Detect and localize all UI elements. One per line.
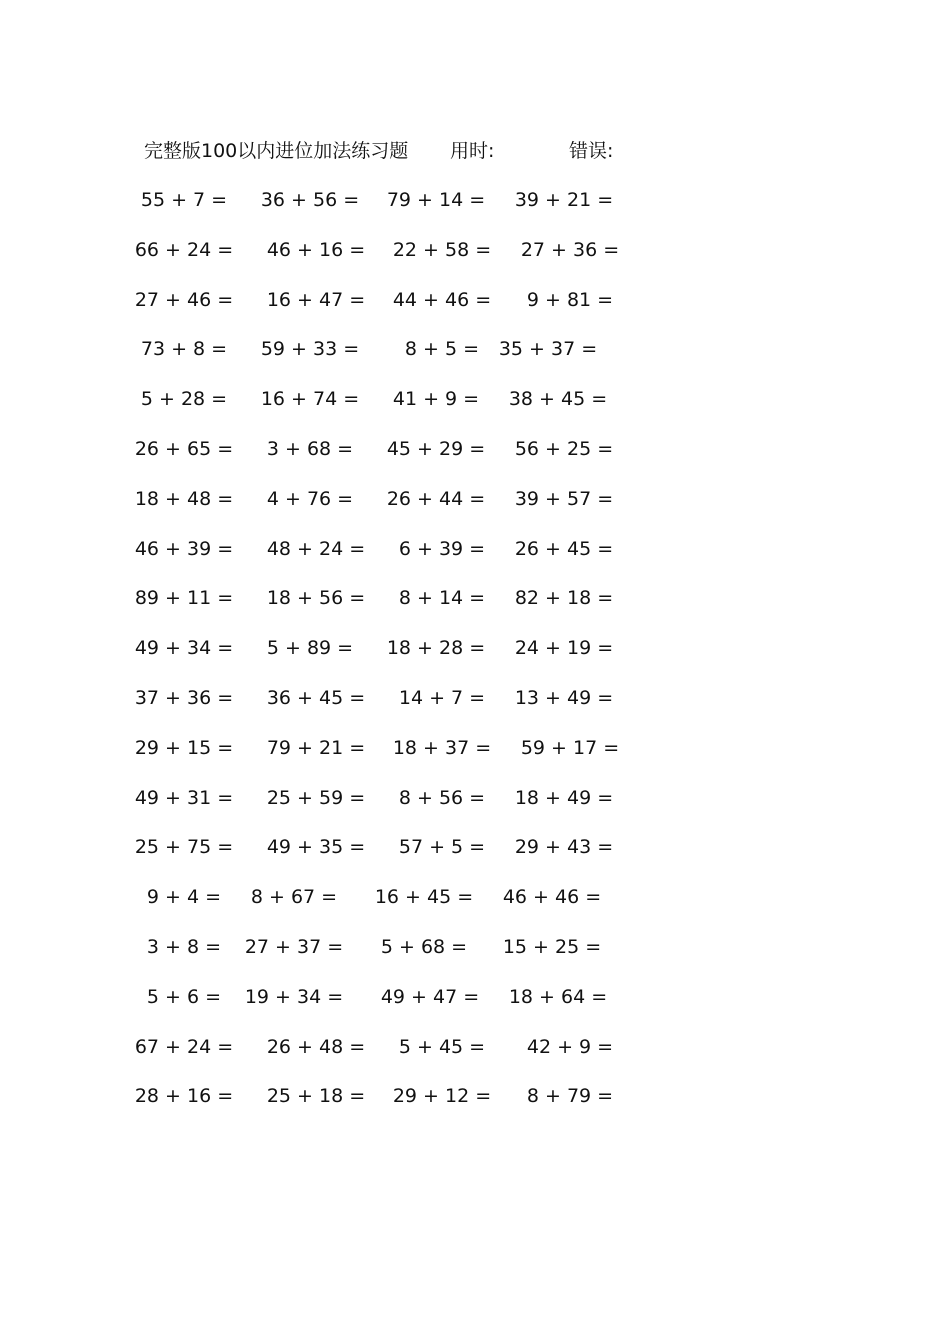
problem-row [0, 634, 950, 684]
problem-item: 5 + 6 = [146, 985, 222, 1008]
problem-row [0, 485, 950, 535]
problem-row [0, 435, 950, 485]
problem-item: 57 + 5 = [398, 836, 486, 859]
problem-item: 79 + 14 = [386, 189, 486, 211]
problem-item: 49 + 31 = [134, 786, 234, 809]
worksheet-header [144, 137, 664, 165]
problem-item: 5 + 28 = [140, 388, 228, 411]
problem-item: 39 + 21 = [514, 189, 614, 211]
problem-item: 55 + 7 = [140, 189, 228, 211]
problem-item: 49 + 35 = [266, 836, 366, 859]
problem-item: 29 + 15 = [134, 736, 234, 759]
problem-item: 66 + 24 = [134, 238, 234, 261]
worksheet-title: 完整版100以内进位加法练习题 [144, 140, 409, 162]
problem-row [0, 186, 950, 236]
problem-item: 24 + 19 = [514, 637, 614, 660]
problem-row [0, 535, 950, 585]
problem-item: 48 + 24 = [266, 537, 366, 560]
problem-item: 89 + 11 = [134, 587, 234, 610]
problem-item: 6 + 39 = [398, 537, 486, 560]
problem-item: 73 + 8 = [140, 338, 228, 361]
problem-item: 41 + 9 = [392, 388, 480, 411]
problem-row [0, 933, 950, 983]
problem-item: 9 + 4 = [146, 886, 222, 909]
problem-item: 16 + 47 = [266, 288, 366, 311]
problem-item: 46 + 39 = [134, 537, 234, 560]
problem-item: 25 + 59 = [266, 786, 366, 809]
problem-item: 36 + 56 = [260, 189, 360, 211]
problem-item: 18 + 28 = [386, 637, 486, 660]
problem-item: 27 + 46 = [134, 288, 234, 311]
problem-item: 18 + 56 = [266, 587, 366, 610]
problem-item: 26 + 44 = [386, 487, 486, 510]
problem-item: 19 + 34 = [244, 985, 344, 1008]
problem-item: 8 + 79 = [526, 1085, 614, 1108]
problem-item: 9 + 81 = [526, 288, 614, 311]
problem-item: 26 + 48 = [266, 1035, 366, 1058]
problem-item: 37 + 36 = [134, 686, 234, 709]
problem-item: 8 + 14 = [398, 587, 486, 610]
problem-item: 5 + 68 = [380, 935, 468, 958]
problem-row [0, 684, 950, 734]
problem-item: 25 + 75 = [134, 836, 234, 859]
problem-row [0, 1033, 950, 1083]
problem-item: 8 + 56 = [398, 786, 486, 809]
problem-item: 18 + 49 = [514, 786, 614, 809]
problem-item: 82 + 18 = [514, 587, 614, 610]
problem-item: 18 + 37 = [392, 736, 492, 759]
problem-item: 3 + 8 = [146, 935, 222, 958]
problem-item: 49 + 34 = [134, 637, 234, 660]
problem-item: 28 + 16 = [134, 1085, 234, 1108]
problem-item: 8 + 67 = [250, 886, 338, 909]
problem-item: 79 + 21 = [266, 736, 366, 759]
problem-item: 29 + 12 = [392, 1085, 492, 1108]
problem-row [0, 784, 950, 834]
problem-row [0, 584, 950, 634]
problem-item: 16 + 74 = [260, 388, 360, 411]
problem-item: 46 + 16 = [266, 238, 366, 261]
problem-item: 36 + 45 = [266, 686, 366, 709]
problem-row [0, 1082, 950, 1132]
problem-item: 59 + 33 = [260, 338, 360, 361]
problem-row [0, 236, 950, 286]
problem-item: 67 + 24 = [134, 1035, 234, 1058]
problem-item: 29 + 43 = [514, 836, 614, 859]
problem-item: 8 + 5 = [404, 338, 480, 361]
problem-item: 13 + 49 = [514, 686, 614, 709]
problem-item: 35 + 37 = [498, 338, 598, 361]
problem-item: 44 + 46 = [392, 288, 492, 311]
problem-item: 14 + 7 = [398, 686, 486, 709]
problem-item: 18 + 64 = [508, 985, 608, 1008]
time-used-label: 用时: [450, 140, 495, 162]
problem-item: 42 + 9 = [526, 1035, 614, 1058]
problem-item: 3 + 68 = [266, 437, 354, 460]
problem-row [0, 385, 950, 435]
problem-item: 15 + 25 = [502, 935, 602, 958]
problem-item: 22 + 58 = [392, 238, 492, 261]
problem-item: 26 + 45 = [514, 537, 614, 560]
problem-item: 46 + 46 = [502, 886, 602, 909]
problem-item: 27 + 37 = [244, 935, 344, 958]
problem-row [0, 983, 950, 1033]
problem-grid [0, 186, 950, 1132]
problem-item: 38 + 45 = [508, 388, 608, 411]
problem-item: 4 + 76 = [266, 487, 354, 510]
problem-row [0, 833, 950, 883]
problem-item: 39 + 57 = [514, 487, 614, 510]
problem-row [0, 734, 950, 784]
problem-item: 16 + 45 = [374, 886, 474, 909]
problem-item: 59 + 17 = [520, 736, 620, 759]
problem-item: 56 + 25 = [514, 437, 614, 460]
problem-item: 27 + 36 = [520, 238, 620, 261]
errors-label: 错误: [569, 140, 614, 162]
problem-item: 45 + 29 = [386, 437, 486, 460]
problem-item: 49 + 47 = [380, 985, 480, 1008]
problem-row [0, 883, 950, 933]
problem-row [0, 335, 950, 385]
problem-item: 5 + 89 = [266, 637, 354, 660]
problem-row [0, 286, 950, 336]
problem-item: 25 + 18 = [266, 1085, 366, 1108]
problem-item: 18 + 48 = [134, 487, 234, 510]
problem-item: 5 + 45 = [398, 1035, 486, 1058]
problem-item: 26 + 65 = [134, 437, 234, 460]
